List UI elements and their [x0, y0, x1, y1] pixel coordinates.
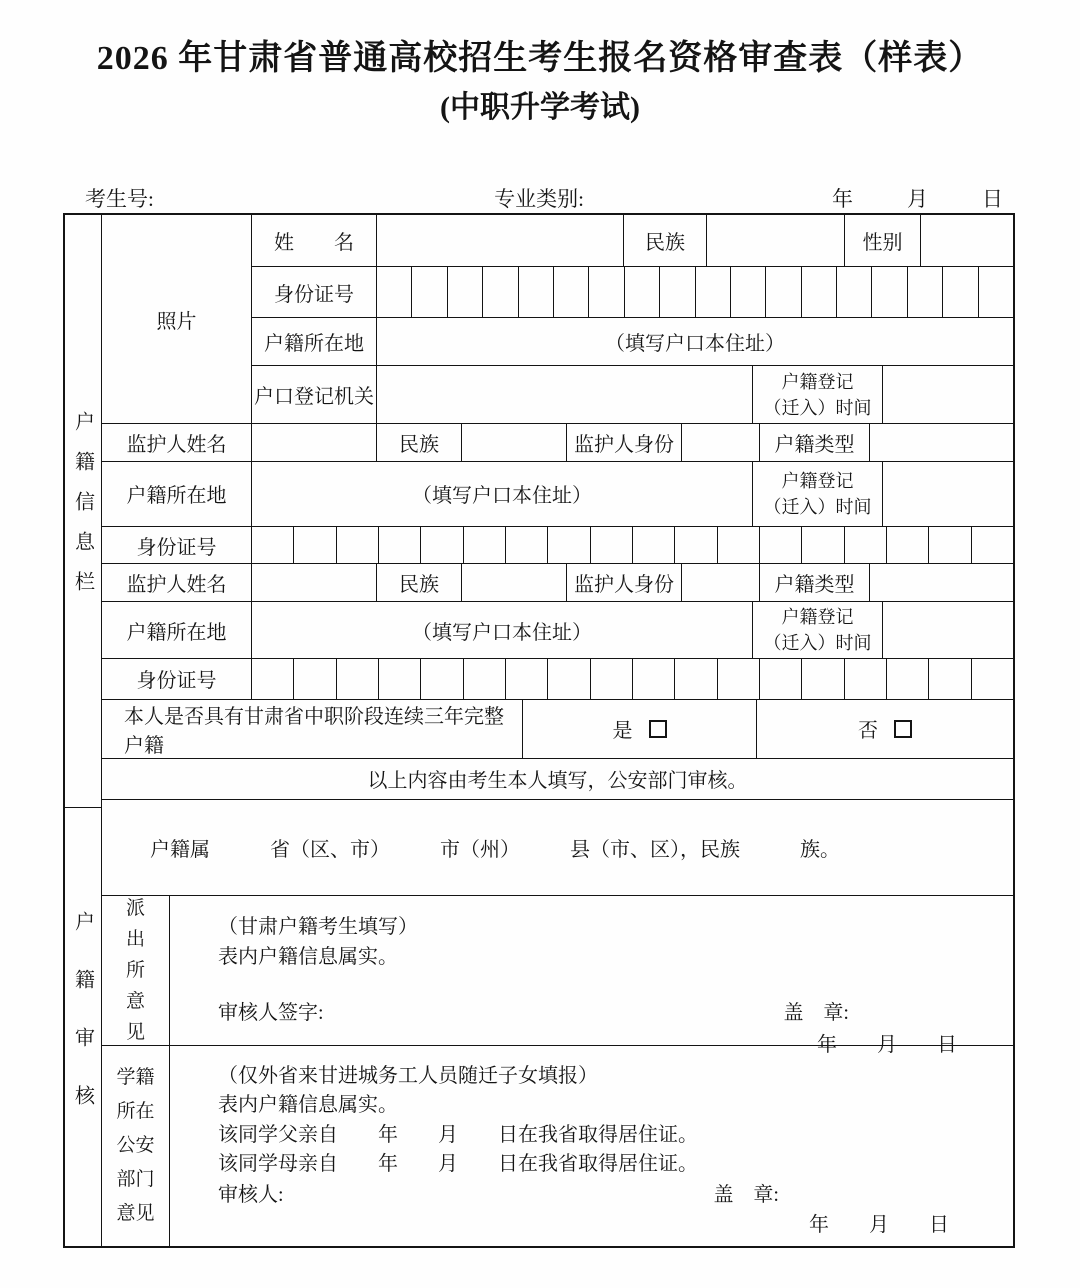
guardian-ethnicity-input-cell	[462, 564, 567, 601]
school-hint-line: （仅外省来甘进城务工人员随迁子女填报）	[218, 1064, 598, 1087]
id-digit-cell	[448, 267, 483, 317]
id-digit-cell	[633, 527, 675, 564]
ethnicity-input-cell	[707, 215, 845, 266]
major-category-label: 专业类别:	[494, 187, 584, 211]
guardian-ethnicity-label: 民族	[377, 564, 462, 601]
school-date-line: 年 月 日	[809, 1213, 949, 1236]
main-column	[102, 215, 1013, 1246]
household-belong-row	[102, 800, 1013, 896]
guardian-registry-time-label: 户籍登记 （迁入）时间	[753, 602, 883, 658]
guardian-identity-label: 监护人身份	[567, 424, 682, 461]
id-digit-cell	[337, 527, 379, 564]
guardian-identity-input-cell	[682, 424, 760, 461]
guardian-id-label: 身份证号	[102, 527, 252, 564]
guardian-identity-label: 监护人身份	[567, 564, 682, 601]
registry-organ-input-cell	[377, 366, 753, 423]
guardian-ethnicity-label: 民族	[377, 424, 462, 461]
police-date-line: 年 月 日	[817, 1033, 957, 1056]
id-digit-cell	[887, 527, 929, 564]
id-digit-cell	[589, 267, 624, 317]
note-row	[102, 759, 1013, 800]
police-sign-line	[218, 998, 1013, 1028]
review-form-table	[63, 213, 1015, 1248]
meta-row	[63, 183, 1015, 211]
name-row	[252, 215, 1013, 267]
school-police-section	[102, 1046, 1013, 1246]
registry-organ-label: 户口登记机关	[252, 366, 377, 423]
id-digit-cell	[421, 527, 463, 564]
id-digit-cell	[294, 527, 336, 564]
police-station-section	[102, 896, 1013, 1056]
id-digit-cell	[591, 527, 633, 564]
id-digit-cell	[972, 659, 1013, 698]
day-label: 日	[982, 187, 1003, 211]
id-digit-cell	[943, 267, 978, 317]
id-digit-cell	[929, 659, 971, 698]
name-label: 姓 名	[252, 215, 377, 266]
yes-option: 是	[523, 700, 757, 758]
police-station-label: 派出所意见	[102, 896, 170, 1045]
id-digit-cell	[718, 659, 760, 698]
id-digit-cell	[972, 527, 1013, 564]
father-residence-line: 该同学父亲自 年 月 日在我省取得居住证。	[218, 1123, 698, 1146]
registry-time-label: 户籍登记 （迁入）时间	[753, 366, 883, 423]
police-station-content	[170, 896, 1013, 1056]
id-digit-cell	[660, 267, 695, 317]
ethnicity-label: 民族	[624, 215, 707, 266]
household-type-label: 户籍类型	[760, 424, 870, 461]
reviewer-label: 审核人:	[218, 1183, 284, 1206]
guardian1-name-row	[102, 424, 1013, 462]
id-digit-cell	[718, 527, 760, 564]
id-digit-cell	[252, 659, 294, 698]
guardian-identity-input-cell	[682, 564, 760, 601]
registry-time-input-cell	[883, 366, 1013, 423]
id-digit-cell	[464, 527, 506, 564]
id-number-label: 身份证号	[252, 267, 377, 317]
guardian1-id-row	[102, 527, 1013, 565]
id-digit-cell	[675, 659, 717, 698]
student-residence-row	[252, 318, 1013, 366]
guardian-residence-label: 户籍所在地	[102, 462, 252, 526]
id-digit-cell	[554, 267, 589, 317]
guardian-name-label: 监护人姓名	[102, 424, 252, 461]
id-digit-cell	[421, 659, 463, 698]
guardian-residence-label: 户籍所在地	[102, 602, 252, 658]
guardian-registry-time-label: 户籍登记 （迁入）时间	[753, 462, 883, 526]
id-digit-cell	[548, 659, 590, 698]
id-digit-cell	[379, 659, 421, 698]
household-belong-text: 户籍属 省（区、市） 市（州） 县（市、区），民族 族。	[150, 839, 840, 862]
guardian-name-input-cell	[252, 424, 377, 461]
id-digit-cell	[760, 659, 802, 698]
id-digit-cell	[548, 527, 590, 564]
id-digit-cell	[294, 659, 336, 698]
guardian-residence-hint: （填写户口本住址）	[252, 602, 753, 658]
side-label-column	[65, 215, 102, 1246]
name-input-cell	[377, 215, 624, 266]
household-type-input-cell	[870, 564, 1013, 601]
id-digit-cell	[802, 659, 844, 698]
school-sign-line	[218, 1180, 1013, 1210]
residence-label: 户籍所在地	[252, 318, 377, 365]
id-digit-cell	[929, 527, 971, 564]
id-digit-cell	[252, 527, 294, 564]
note-text: 以上内容由考生本人填写，公安部门审核。	[367, 770, 748, 793]
id-digit-cell	[837, 267, 872, 317]
side-label-household-review: 户籍审核	[71, 911, 94, 1143]
form-subtitle: (中职升学考试)	[440, 91, 640, 124]
registry-organ-row	[252, 366, 1013, 423]
guardian2-name-row	[102, 564, 1013, 602]
residence-hint: （填写户口本住址）	[605, 333, 785, 355]
guardian-name-label: 监护人姓名	[102, 564, 252, 601]
id-digit-cell	[506, 659, 548, 698]
checkbox-no-icon	[894, 720, 912, 738]
id-digit-cell	[377, 267, 412, 317]
id-digit-cell	[675, 527, 717, 564]
gender-input-cell	[921, 215, 1013, 266]
id-digit-cell	[760, 527, 802, 564]
household-type-input-cell	[870, 424, 1013, 461]
mother-residence-line: 该同学母亲自 年 月 日在我省取得居住证。	[218, 1153, 698, 1176]
id-digit-cell	[412, 267, 447, 317]
id-digit-cell	[591, 659, 633, 698]
id-digit-cell	[979, 267, 1013, 317]
id-digit-cell	[379, 527, 421, 564]
three-year-question: 本人是否具有甘肃省中职阶段连续三年完整户籍	[102, 700, 523, 758]
id-digit-cell	[845, 659, 887, 698]
school-police-label: 学籍所在公安部门意见	[102, 1046, 170, 1246]
guardian-registry-time-input-cell	[883, 602, 1013, 658]
id-digit-cells	[377, 267, 1013, 317]
id-digit-cell	[696, 267, 731, 317]
household-type-label: 户籍类型	[760, 564, 870, 601]
id-digit-cell	[802, 267, 837, 317]
no-option: 否	[757, 700, 1013, 758]
month-label: 月	[907, 187, 928, 211]
guardian-id-label: 身份证号	[102, 659, 252, 698]
id-digit-cell	[337, 659, 379, 698]
reviewer-signature-label: 审核人签字:	[218, 1001, 324, 1024]
date-labels	[832, 183, 1003, 213]
guardian1-residence-row	[102, 462, 1013, 527]
id-digit-cell	[625, 267, 660, 317]
photo-box: 照片	[102, 215, 252, 423]
seal-label: 盖 章:	[783, 1001, 849, 1024]
guardian-name-input-cell	[252, 564, 377, 601]
police-confirm-line: 表内户籍信息属实。	[218, 945, 398, 968]
id-digit-cell	[845, 527, 887, 564]
guardian-registry-time-input-cell	[883, 462, 1013, 526]
id-digit-cell	[802, 527, 844, 564]
id-digit-cell	[887, 659, 929, 698]
id-digit-cell	[731, 267, 766, 317]
id-digit-cell	[506, 527, 548, 564]
year-label: 年	[832, 187, 853, 211]
guardian-id-digit-cells	[252, 527, 1013, 564]
guardian-ethnicity-input-cell	[462, 424, 567, 461]
three-year-question-row	[102, 700, 1013, 759]
id-digit-cell	[483, 267, 518, 317]
police-hint-line: （甘肃户籍考生填写）	[218, 915, 418, 938]
form-title: 2026 年甘肃省普通高校招生考生报名资格审查表（样表）	[96, 40, 984, 77]
id-digit-cell	[464, 659, 506, 698]
id-digit-cell	[766, 267, 801, 317]
guardian2-id-row	[102, 659, 1013, 699]
student-basic-block	[102, 215, 1013, 424]
candidate-number-label: 考生号:	[85, 187, 154, 211]
seal-label: 盖 章:	[713, 1183, 779, 1206]
guardian-id-digit-cells	[252, 659, 1013, 698]
guardian2-residence-row	[102, 602, 1013, 659]
school-police-content	[170, 1046, 1013, 1246]
checkbox-yes-icon	[649, 720, 667, 738]
guardian-residence-hint: （填写户口本住址）	[252, 462, 753, 526]
id-digit-cell	[908, 267, 943, 317]
side-label-household-info: 户籍信息栏	[65, 215, 101, 808]
school-confirm-line: 表内户籍信息属实。	[218, 1094, 398, 1117]
id-digit-cell	[872, 267, 907, 317]
id-digit-cell	[633, 659, 675, 698]
student-basic-rows	[252, 215, 1013, 423]
id-digit-cell	[519, 267, 554, 317]
gender-label: 性别	[845, 215, 921, 266]
student-id-row	[252, 267, 1013, 318]
